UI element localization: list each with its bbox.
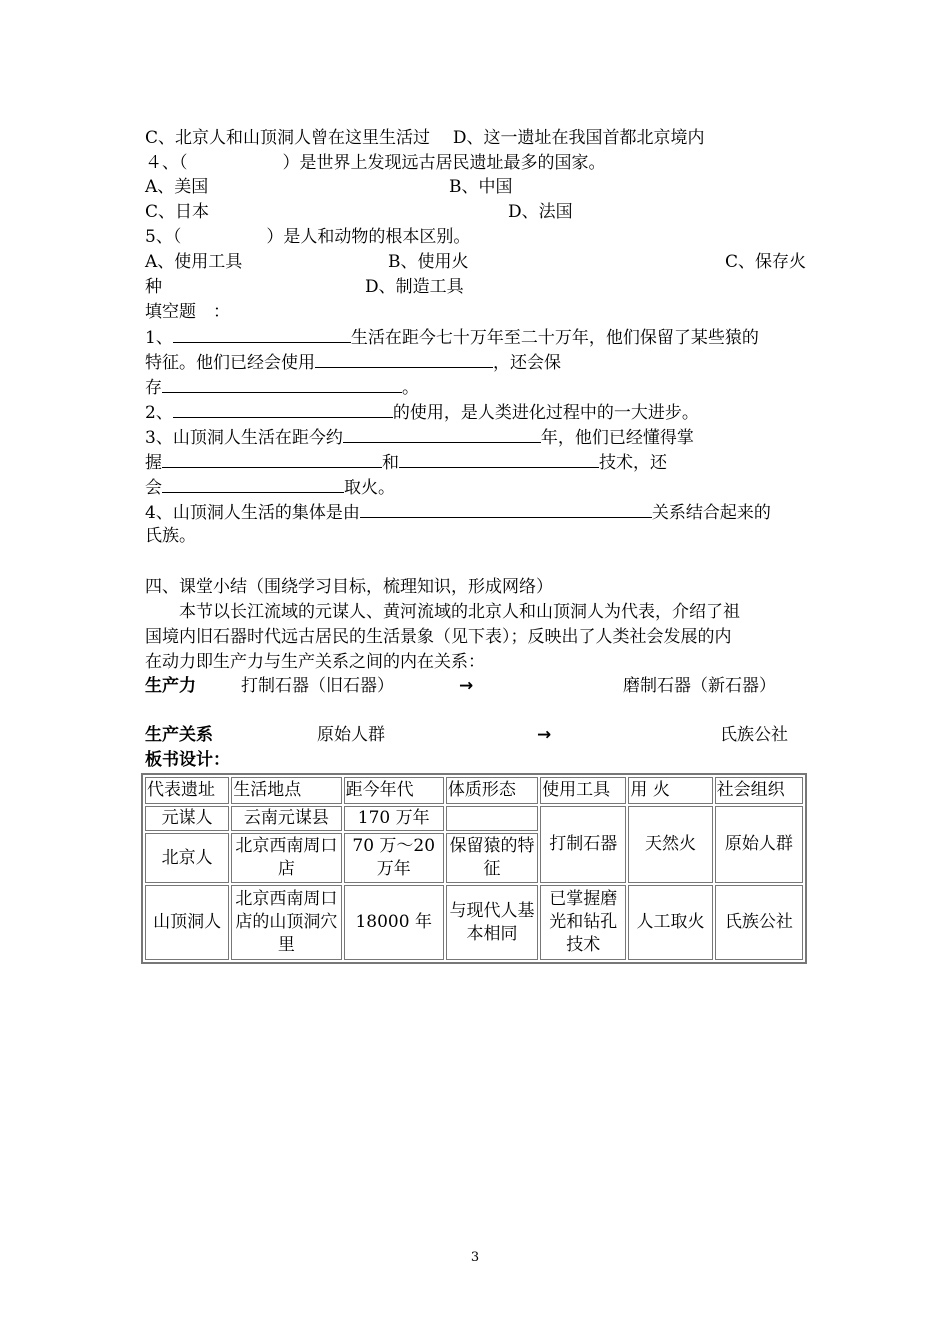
fill-3-line2 bbox=[145, 450, 667, 474]
table-cell-shared-org: 原始人群 bbox=[715, 806, 803, 883]
fill-2-text: 的使用，是人类进化过程中的一大进步。 bbox=[392, 403, 699, 423]
table-header-cell: 使用工具 bbox=[540, 777, 626, 804]
table-cell: 保留猿的特征 bbox=[446, 833, 538, 883]
fill-1-end: 。 bbox=[402, 378, 419, 398]
fill-3-text7: 取火。 bbox=[344, 478, 395, 498]
productivity-label: 生产力 bbox=[145, 676, 196, 696]
fill-3-blank-d[interactable] bbox=[162, 475, 344, 493]
fill-1-text4: 存 bbox=[145, 378, 162, 398]
table-cell: 170 万年 bbox=[344, 806, 444, 831]
fill-1-text3: ，还会保 bbox=[493, 353, 561, 373]
productivity-from: 打制石器（旧石器） bbox=[241, 676, 394, 696]
arrow-icon: → bbox=[459, 676, 474, 696]
fill-3-blank-c[interactable] bbox=[399, 450, 599, 468]
q4-stem bbox=[145, 152, 606, 174]
table-header-cell: 距今年代 bbox=[344, 777, 444, 804]
table-row bbox=[145, 806, 803, 831]
fill-1-blank-a[interactable] bbox=[173, 325, 351, 343]
fill-4-line1 bbox=[145, 500, 771, 524]
fill-1-line3 bbox=[145, 375, 419, 399]
table-cell: 北京西南周口店 bbox=[231, 833, 341, 883]
q4-option-b: B、中国 bbox=[449, 177, 513, 197]
fill-3-text: 3、山顶洞人生活在距今约 bbox=[145, 428, 343, 448]
q4-stem-close: ）是世界上发现远古居民遗址最多的国家。 bbox=[282, 153, 606, 173]
table-cell bbox=[446, 806, 538, 831]
table-cell: 已掌握磨光和钻孔技术 bbox=[540, 885, 626, 960]
fill-1-line2 bbox=[145, 350, 561, 374]
arrow-icon: → bbox=[537, 725, 552, 745]
q5-option-c-cont: 种 bbox=[145, 277, 162, 297]
fill-1-line1 bbox=[145, 325, 759, 349]
q5-stem-close: ）是人和动物的根本区别。 bbox=[266, 227, 471, 247]
summary-paragraph-line2: 国境内旧石器时代远古居民的生活景象（见下表）；反映出了人类社会发展的内 bbox=[145, 627, 732, 647]
table-header-cell: 用 火 bbox=[628, 777, 712, 804]
table-cell-shared-fire: 天然火 bbox=[628, 806, 712, 883]
table-cell: 云南元谋县 bbox=[231, 806, 341, 831]
fill-4-text: 4、山顶洞人生活的集体是由 bbox=[145, 503, 360, 523]
q5-option-d: D、制造工具 bbox=[365, 277, 464, 297]
table-header-row bbox=[145, 777, 803, 804]
relations-label: 生产关系 bbox=[145, 725, 213, 745]
table-cell: 山顶洞人 bbox=[145, 885, 229, 960]
fill-1-text: 生活在距今七十万年至二十万年，他们保留了某些猿的 bbox=[350, 328, 759, 348]
q5-stem-open: 5、（ bbox=[145, 227, 182, 247]
board-design-table bbox=[141, 773, 807, 964]
table-cell: 氏族公社 bbox=[715, 885, 803, 960]
fill-2-num: 2、 bbox=[145, 403, 173, 423]
fill-3-text6: 会 bbox=[145, 478, 162, 498]
table-header-cell: 生活地点 bbox=[231, 777, 341, 804]
table-cell: 18000 年 bbox=[344, 885, 444, 960]
table-cell: 人工取火 bbox=[628, 885, 712, 960]
relations-to: 氏族公社 bbox=[720, 725, 788, 745]
table-header-cell: 体质形态 bbox=[446, 777, 538, 804]
summary-paragraph-line3: 在动力即生产力与生产关系之间的内在关系： bbox=[145, 652, 485, 672]
fill-4-blank[interactable] bbox=[360, 500, 652, 518]
table-cell: 70 万～20 万年 bbox=[344, 833, 444, 883]
q5-option-b: B、使用火 bbox=[388, 252, 469, 272]
table-cell-shared-tool: 打制石器 bbox=[540, 806, 626, 883]
q3-option-d: D、这一遗址在我国首都北京境内 bbox=[452, 128, 705, 148]
q4-option-d: D、法国 bbox=[508, 202, 573, 222]
summary-heading: 四、课堂小结（围绕学习目标，梳理知识，形成网络） bbox=[145, 577, 553, 597]
q5-stem bbox=[145, 226, 470, 248]
fill-3-line1 bbox=[145, 425, 694, 449]
fill-2-blank[interactable] bbox=[173, 400, 393, 418]
page-number: 3 bbox=[470, 1250, 480, 1265]
relations-from: 原始人群 bbox=[317, 725, 385, 745]
q4-stem-open: ４、（ bbox=[145, 153, 188, 173]
fill-heading: 填空题 ： bbox=[145, 302, 230, 322]
summary-paragraph-line1: 本节以长江流域的元谋人、黄河流域的北京人和山顶洞人为代表，介绍了祖 bbox=[179, 602, 740, 622]
fill-1-text2: 特征。他们已经会使用 bbox=[145, 353, 315, 373]
q5-option-a: A、使用工具 bbox=[145, 252, 243, 272]
table-row bbox=[145, 885, 803, 960]
table-cell: 北京西南周口店的山顶洞穴里 bbox=[231, 885, 341, 960]
fill-4-line2: 氏族。 bbox=[145, 526, 196, 546]
fill-4-text2: 关系结合起来的 bbox=[651, 503, 771, 523]
table-cell: 元谋人 bbox=[145, 806, 229, 831]
fill-2 bbox=[145, 400, 699, 424]
fill-1-num: 1、 bbox=[145, 328, 173, 348]
fill-3-line3 bbox=[145, 475, 395, 499]
table-header-cell: 代表遗址 bbox=[145, 777, 229, 804]
table-header-cell: 社会组织 bbox=[715, 777, 803, 804]
fill-3-text4: 和 bbox=[382, 453, 399, 473]
board-design-label: 板书设计： bbox=[145, 750, 230, 770]
fill-1-blank-c[interactable] bbox=[162, 375, 402, 393]
fill-3-text2: 年，他们已经懂得掌 bbox=[540, 428, 694, 448]
q4-option-c: C、日本 bbox=[145, 202, 210, 222]
fill-3-blank-b[interactable] bbox=[162, 450, 382, 468]
q5-option-c: C、保存火 bbox=[725, 252, 807, 272]
productivity-to: 磨制石器（新石器） bbox=[623, 676, 776, 696]
fill-3-blank-a[interactable] bbox=[343, 425, 541, 443]
q4-option-a: A、美国 bbox=[145, 177, 209, 197]
table-cell: 与现代人基本相同 bbox=[446, 885, 538, 960]
fill-3-text5: 技术，还 bbox=[599, 453, 667, 473]
q3-option-line bbox=[145, 127, 704, 149]
fill-1-blank-b[interactable] bbox=[315, 350, 493, 368]
fill-3-text3: 握 bbox=[145, 453, 162, 473]
q3-option-c: C、北京人和山顶洞人曾在这里生活过 bbox=[145, 128, 431, 148]
table-cell: 北京人 bbox=[145, 833, 229, 883]
